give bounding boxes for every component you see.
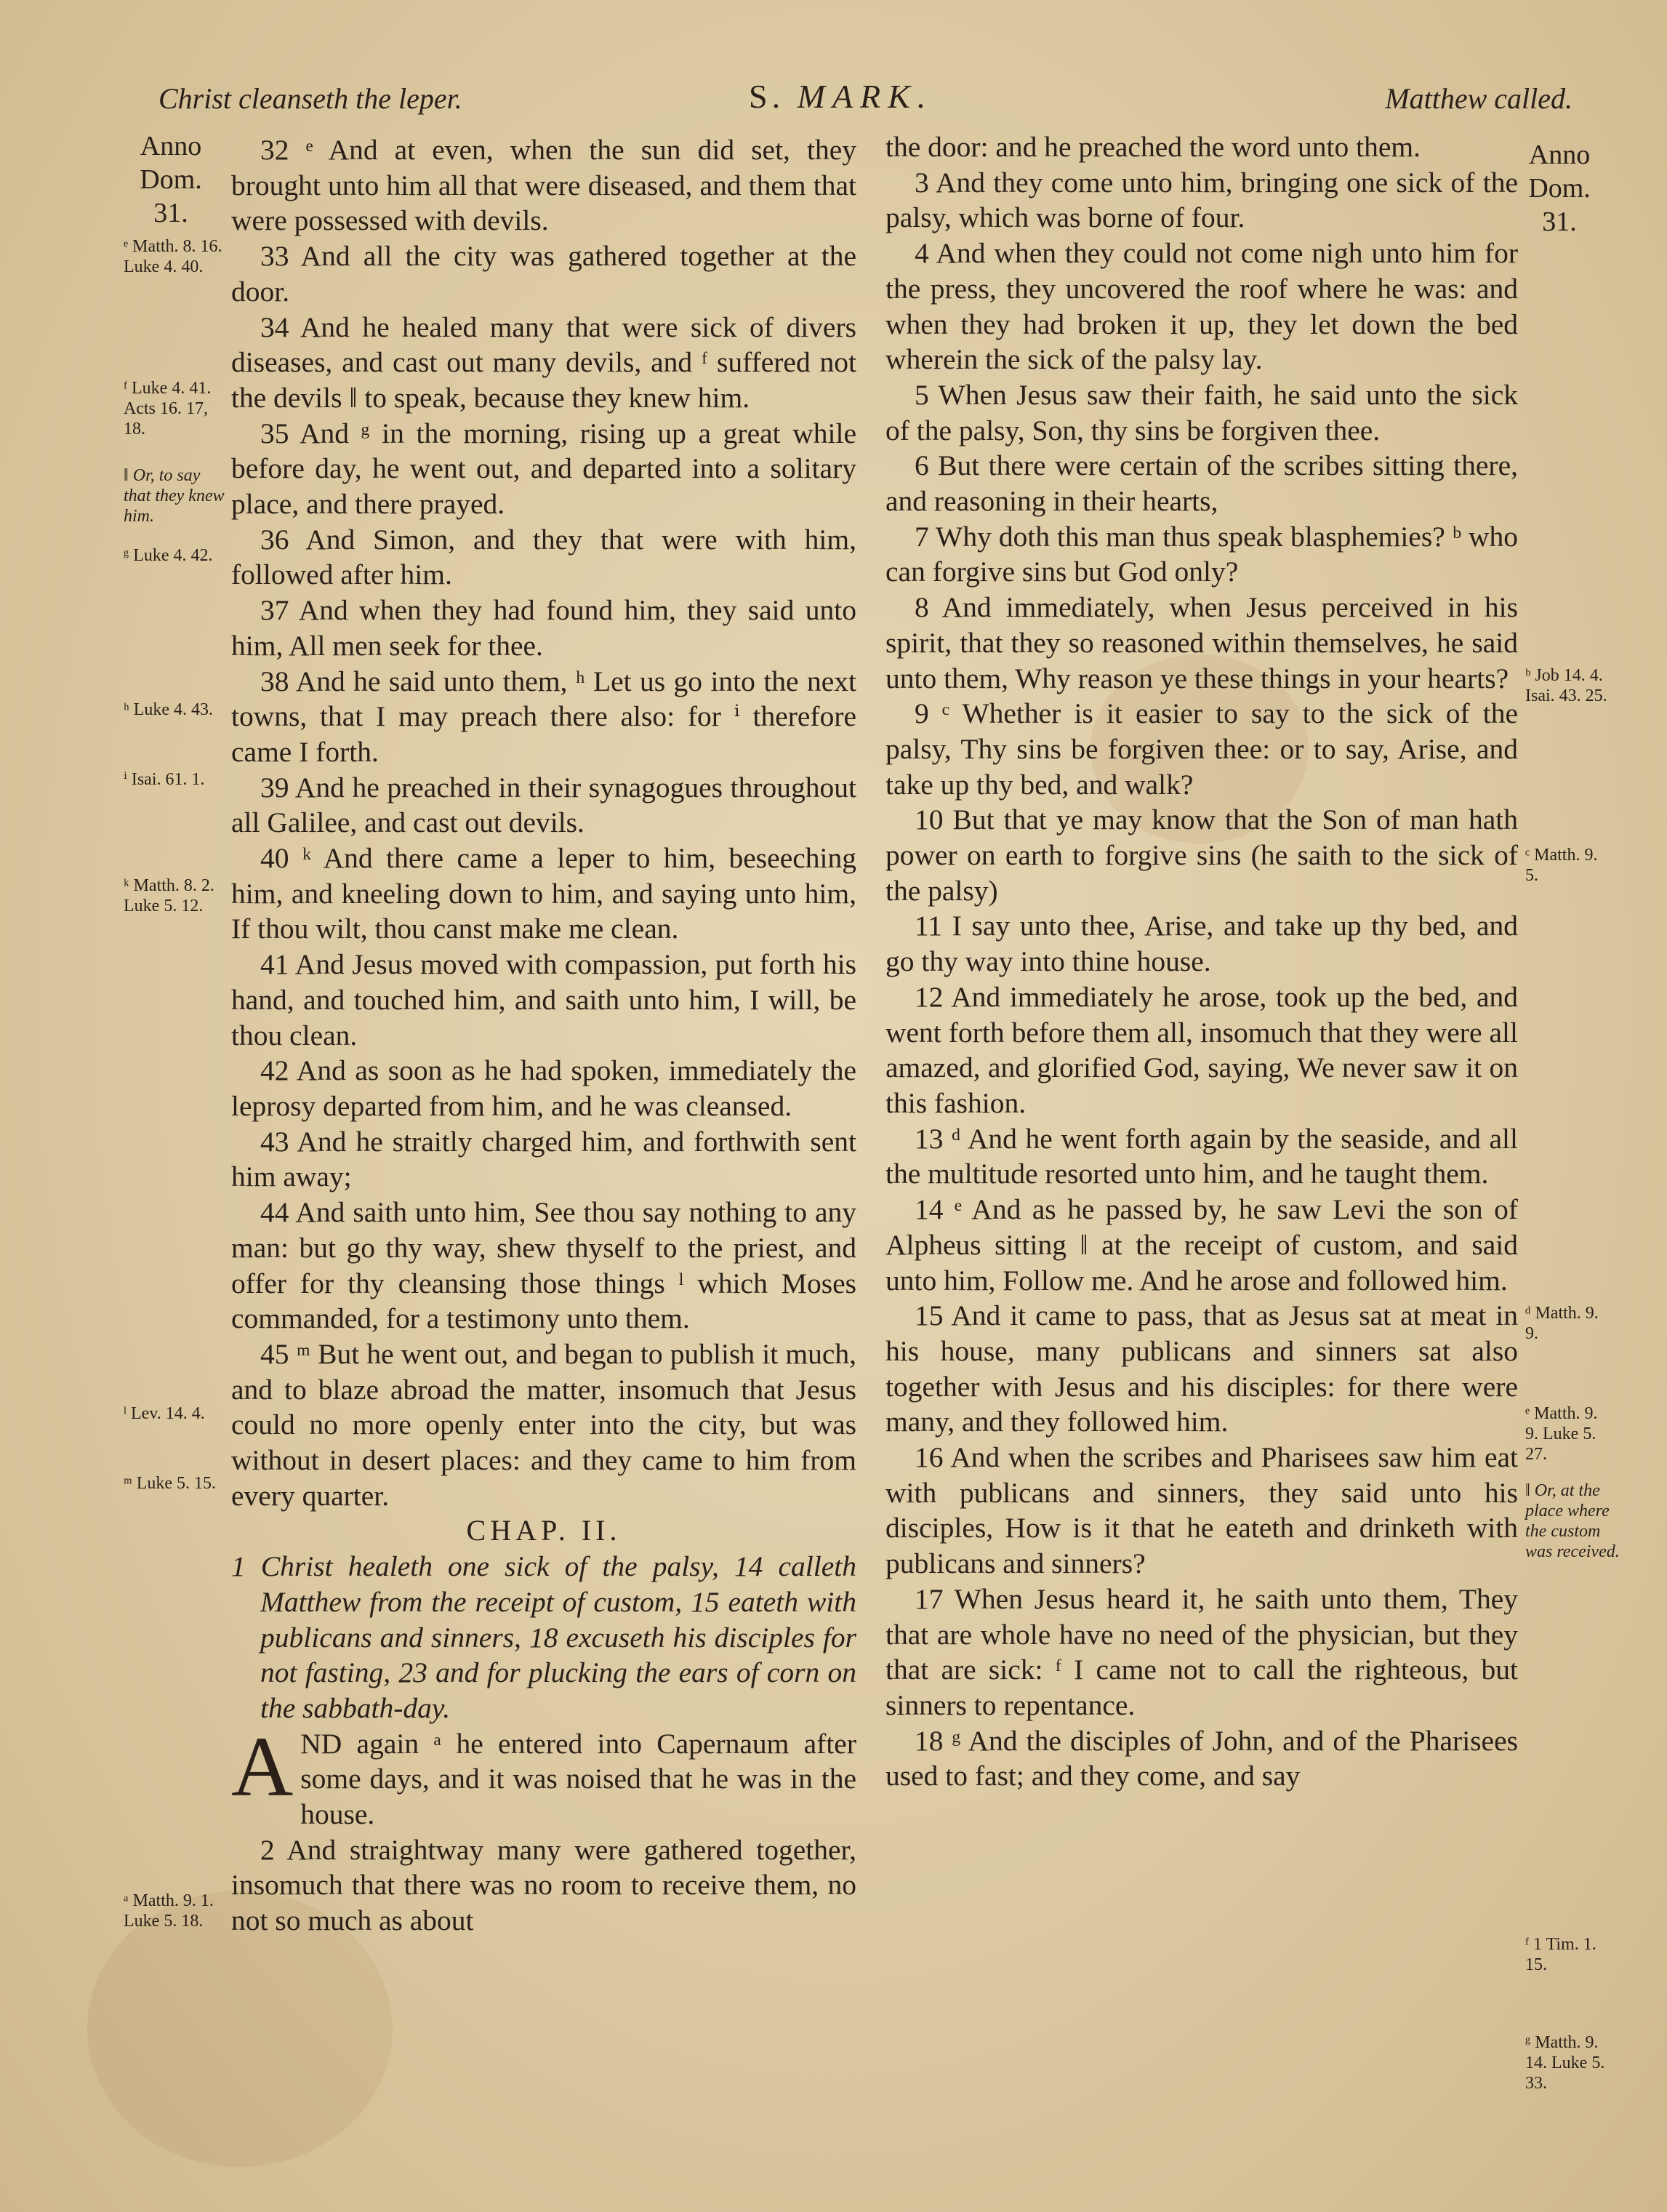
verse: 7 Why doth this man thus speak blasphemies? ᵇ who can forgive sins but God only?: [885, 520, 1518, 588]
verse: 4 And when they could not come nigh unto him for the press, they uncovered the roof where he was: and when they had broken it up, they let down the bed wherein the sick of the palsy lay.: [885, 237, 1518, 376]
margin-note: ʰ Luke 4. 43.: [124, 700, 214, 719]
margin-note: ᵍ Matth. 9. 14. Luke 5. 33.: [1525, 2033, 1605, 2093]
verse: 13 ᵈ And he went forth again by the seaside, and all the multitude resorted unto him, and he taught them.: [885, 1122, 1518, 1190]
chapter-summary: 1 Christ healeth one sick of the palsy, 14 calleth Matthew from the receipt of custom, 15 eateth with publicans and sinners, 18 excuseth his disciples for not fasting, 23 and for plucking the ears of corn on the sabbath-day.: [231, 1550, 856, 1724]
chapter-heading: CHAP. II.: [466, 1514, 622, 1547]
year-label: 31.: [1542, 207, 1577, 237]
verse: 10 But that ye may know that the Son of man hath power on earth to forgive sins (he saith to the sick of the palsy): [885, 804, 1518, 907]
verse: 16 And when the scribes and Pharisees saw him eat with publicans and sinners, they said unto his disciples, How is it that he eateth and drinketh with publicans and sinners?: [885, 1441, 1518, 1580]
margin-note: ᶜ Matth. 9. 5.: [1525, 846, 1598, 885]
book-name: MARK.: [797, 78, 933, 115]
verse: 36 And Simon, and they that were with him, followed after him.: [231, 523, 856, 591]
verse: 6 But there were certain of the scribes sitting there, and reasoning in their hearts,: [885, 449, 1518, 518]
verse: 8 And immediately, when Jesus perceived in his spirit, that they so reasoned within themselves, he said unto them, Why reason ye these things in your hearts?: [885, 591, 1518, 694]
verse: 33 And all the city was gathered together at the door.: [231, 240, 856, 308]
anno-domini-right: [1516, 138, 1603, 239]
book-prefix: S.: [749, 78, 785, 115]
dom-label: Dom.: [1528, 173, 1591, 204]
running-header-left: Christ cleanseth the leper.: [158, 82, 462, 115]
drop-cap: A: [231, 1718, 294, 1814]
verse: 45 ᵐ But he went out, and began to publish it much, and to blaze abroad the matter, insomuch that Jesus could no more openly enter into the city, but was without in desert places: and they came to him from every quarter.: [231, 1337, 856, 1512]
anno-label: Anno: [1528, 140, 1591, 170]
margin-note: ᵃ Matth. 9. 1. Luke 5. 18.: [124, 1891, 214, 1931]
verse: 2 And straightway many were gathered together, insomuch that there was no room to receive them, no not so much as about: [231, 1833, 856, 1937]
running-header-right: Matthew called.: [1385, 82, 1572, 115]
verse: 39 And he preached in their synagogues throughout all Galilee, and cast out devils.: [231, 771, 856, 839]
margin-note: ᵇ Job 14. 4. Isai. 43. 25.: [1525, 666, 1607, 705]
verse: 41 And Jesus moved with compassion, put forth his hand, and touched him, and saith unto him, I will, be thou clean.: [231, 948, 856, 1051]
verse: 34 And he healed many that were sick of divers diseases, and cast out many devils, and ᶠ suffered not the devils ‖ to speak, because they knew him.: [231, 310, 856, 414]
verse: 42 And as soon as he had spoken, immediately the leprosy departed from him, and he was cleansed.: [231, 1054, 856, 1122]
verse: 37 And when they had found him, they said unto him, All men seek for thee.: [231, 594, 856, 662]
verse: 9 ᶜ Whether is it easier to say to the sick of the palsy, Thy sins be forgiven thee: or to say, Arise, and take up thy bed, and walk?: [885, 697, 1518, 801]
verse: 17 When Jesus heard it, he saith unto them, They that are whole have no need of the physician, but they that are sick: ᶠ I came not to call the righteous, but sinners to repentance.: [885, 1582, 1518, 1721]
verse-continuation: the door: and he preached the word unto them.: [885, 131, 1421, 163]
verse: 35 And ᵍ in the morning, rising up a great while before day, he went out, and departed into a solitary place, and there prayed.: [231, 417, 856, 521]
anno-label: Anno: [140, 131, 202, 161]
margin-note: ᵐ Luke 5. 15.: [124, 1474, 217, 1493]
verse: 3 And they come unto him, bringing one sick of the palsy, which was borne of four.: [885, 166, 1518, 234]
verse: 12 And immediately he arose, took up the bed, and went forth before them all, insomuch that they were all amazed, and glorified God, saying, We never saw it on this fashion.: [885, 980, 1518, 1119]
verse: 32 ᵉ And at even, when the sun did set, they brought unto him all that were diseased, and them that were possessed with devils.: [231, 134, 856, 237]
verse: 44 And saith unto him, See thou say nothing to any man: but go thy way, shew thyself to the priest, and offer for thy cleansing those things ˡ which Moses commanded, for a testimony unto them.: [231, 1196, 856, 1335]
margin-note: ᵉ Matth. 9. 9. Luke 5. 27.: [1525, 1404, 1598, 1464]
margin-note: ‖ Or, to say that they knew him.: [124, 466, 225, 526]
right-text-column: [885, 129, 1518, 1794]
margin-note: ᶠ Luke 4. 41. Acts 16. 17, 18.: [124, 379, 212, 438]
verse: 43 And he straitly charged him, and forthwith sent him away;: [231, 1125, 856, 1193]
margin-note: ᵈ Matth. 9. 9.: [1525, 1304, 1599, 1343]
verse: 11 I say unto thee, Arise, and take up thy bed, and go thy way into thine house.: [885, 910, 1518, 978]
anno-domini-left: [116, 129, 225, 230]
margin-note: ⁱ Isai. 61. 1.: [124, 770, 205, 789]
year-label: 31.: [153, 198, 188, 228]
margin-note: ‖ Or, at the place where the custom was received.: [1525, 1481, 1620, 1561]
margin-note: ᶠ 1 Tim. 1. 15.: [1525, 1935, 1596, 1974]
margin-note: ˡ Lev. 14. 4.: [124, 1404, 205, 1423]
margin-note: ᵉ Matth. 8. 16. Luke 4. 40.: [124, 237, 222, 276]
opening-verse: [231, 1718, 856, 1832]
margin-note: ᵍ Luke 4. 42.: [124, 546, 213, 565]
verse: 18 ᵍ And the disciples of John, and of the Pharisees used to fast; and they come, and say: [885, 1724, 1518, 1792]
verse: 5 When Jesus saw their faith, he said unto the sick of the palsy, Son, thy sins be forgiven thee.: [885, 378, 1518, 446]
verse: 38 And he said unto them, ʰ Let us go into the next towns, that I may preach there also: for ⁱ therefore came I forth.: [231, 665, 856, 768]
opening-verse-text: ND again ᵃ he entered into Capernaum after some days, and it was noised that he was in the house.: [300, 1727, 856, 1831]
dom-label: Dom.: [140, 164, 202, 195]
verse: 15 And it came to pass, that as Jesus sat at meat in his house, many publicans and sinners sat also together with Jesus and his disciples: for there were many, and they followed him.: [885, 1299, 1518, 1438]
margin-note: ᵏ Matth. 8. 2. Luke 5. 12.: [124, 876, 214, 915]
verse: 40 ᵏ And there came a leper to him, beseeching him, and kneeling down to him, and saying unto him, If thou wilt, thou canst make me clean.: [231, 842, 856, 945]
left-text-column: [231, 132, 856, 1939]
verse: 14 ᵉ And as he passed by, he saw Levi the son of Alpheus sitting ‖ at the receipt of custom, and said unto him, Follow me. And he arose and followed him.: [885, 1193, 1518, 1297]
running-header-book: [749, 77, 933, 116]
